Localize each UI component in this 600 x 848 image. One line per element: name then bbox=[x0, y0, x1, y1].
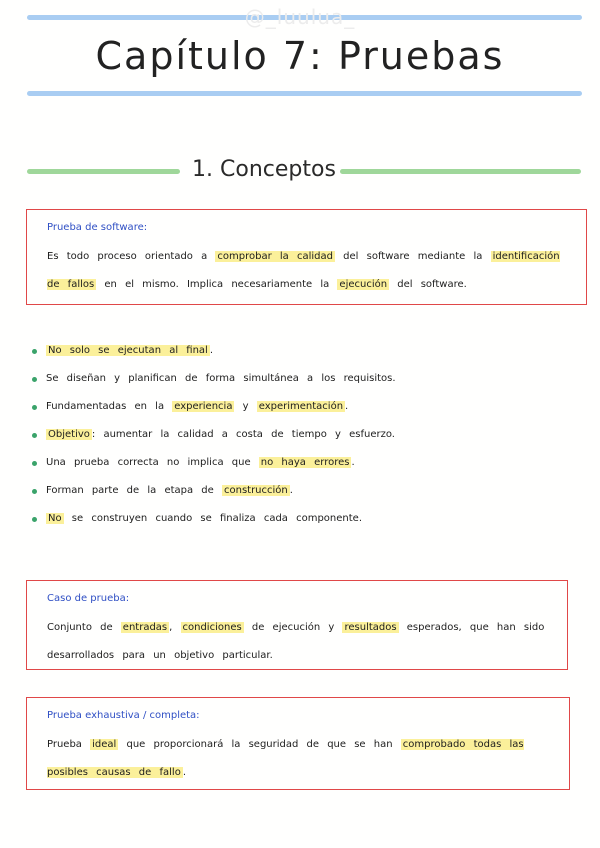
text-run: en el mismo. Implica necesariamente la bbox=[96, 279, 338, 290]
text-run: . bbox=[209, 345, 214, 356]
highlight: construcción bbox=[223, 485, 288, 496]
definition-label: Caso de prueba: bbox=[47, 593, 130, 604]
list-item bbox=[30, 424, 570, 452]
text-run: de ejecución y bbox=[243, 622, 343, 633]
text-run: Una prueba correcta no implica que bbox=[46, 457, 259, 468]
text-run: se construyen cuando se finaliza cada componente. bbox=[63, 513, 362, 524]
list-item bbox=[30, 508, 570, 536]
definition-label: Prueba de software: bbox=[47, 222, 148, 233]
highlight: experiencia bbox=[174, 401, 233, 412]
list-item bbox=[30, 480, 570, 508]
page-title: Capítulo 7: Pruebas bbox=[95, 34, 505, 78]
definition-box-caso-prueba bbox=[26, 580, 568, 670]
text-run: Conjunto de bbox=[47, 622, 121, 633]
highlight: condiciones bbox=[182, 622, 242, 633]
text-run: . bbox=[351, 457, 355, 468]
text-run: esperados, que han sido desarrollados para un objetivo particular. bbox=[47, 622, 545, 661]
text-run: Fundamentadas en la bbox=[46, 401, 173, 412]
highlight: No bbox=[48, 513, 62, 524]
definition-label: Prueba exhaustiva / completa: bbox=[47, 710, 200, 721]
highlight: comprobar la calidad bbox=[217, 251, 333, 262]
definition-box-prueba-software bbox=[26, 209, 587, 305]
definition-text bbox=[47, 243, 568, 299]
list-item bbox=[30, 340, 570, 368]
highlight: experimentación bbox=[258, 401, 344, 412]
definition-box-prueba-exhaustiva bbox=[26, 697, 570, 790]
highlight: resultados bbox=[344, 622, 397, 633]
highlight: ejecución bbox=[339, 279, 388, 290]
text-run: Se diseñan y planifican de forma simultánea a los requisitos. bbox=[46, 373, 396, 384]
bullet-list bbox=[30, 340, 570, 536]
section-title: 1. Conceptos bbox=[192, 157, 336, 182]
text-run: , bbox=[169, 622, 181, 633]
highlight: No solo se ejecutan al final bbox=[48, 345, 208, 356]
text-run: : aumentar la calidad a costa de tiempo y esfuerzo. bbox=[91, 429, 395, 440]
highlight: comprobado todas las posibles causas de fallo bbox=[47, 739, 524, 778]
list-item bbox=[30, 396, 570, 424]
text-run: y bbox=[234, 401, 257, 412]
highlight: identificación de fallos bbox=[47, 251, 560, 290]
definition-text bbox=[47, 731, 551, 787]
section-rule-right bbox=[340, 169, 581, 174]
text-run: del software mediante la bbox=[334, 251, 491, 262]
text-run: que proporcionará la seguridad de que se han bbox=[118, 739, 401, 750]
highlight: entradas bbox=[122, 622, 168, 633]
text-run: . bbox=[182, 767, 187, 778]
text-run: . bbox=[345, 401, 349, 412]
definition-text bbox=[47, 614, 549, 670]
text-run: . bbox=[289, 485, 293, 496]
watermark-handle: @_luulua_ bbox=[244, 5, 356, 29]
text-run: Es todo proceso orientado a bbox=[47, 251, 216, 262]
list-item bbox=[30, 368, 570, 396]
highlight: Objetivo bbox=[48, 429, 90, 440]
highlight: ideal bbox=[92, 739, 117, 750]
text-run: Forman parte de la etapa de bbox=[46, 485, 222, 496]
list-item bbox=[30, 452, 570, 480]
title-bottom-rule bbox=[27, 91, 582, 96]
section-rule-left bbox=[27, 169, 180, 174]
highlight: no haya errores bbox=[260, 457, 350, 468]
text-run: Prueba bbox=[47, 739, 91, 750]
text-run: del software. bbox=[389, 279, 467, 290]
